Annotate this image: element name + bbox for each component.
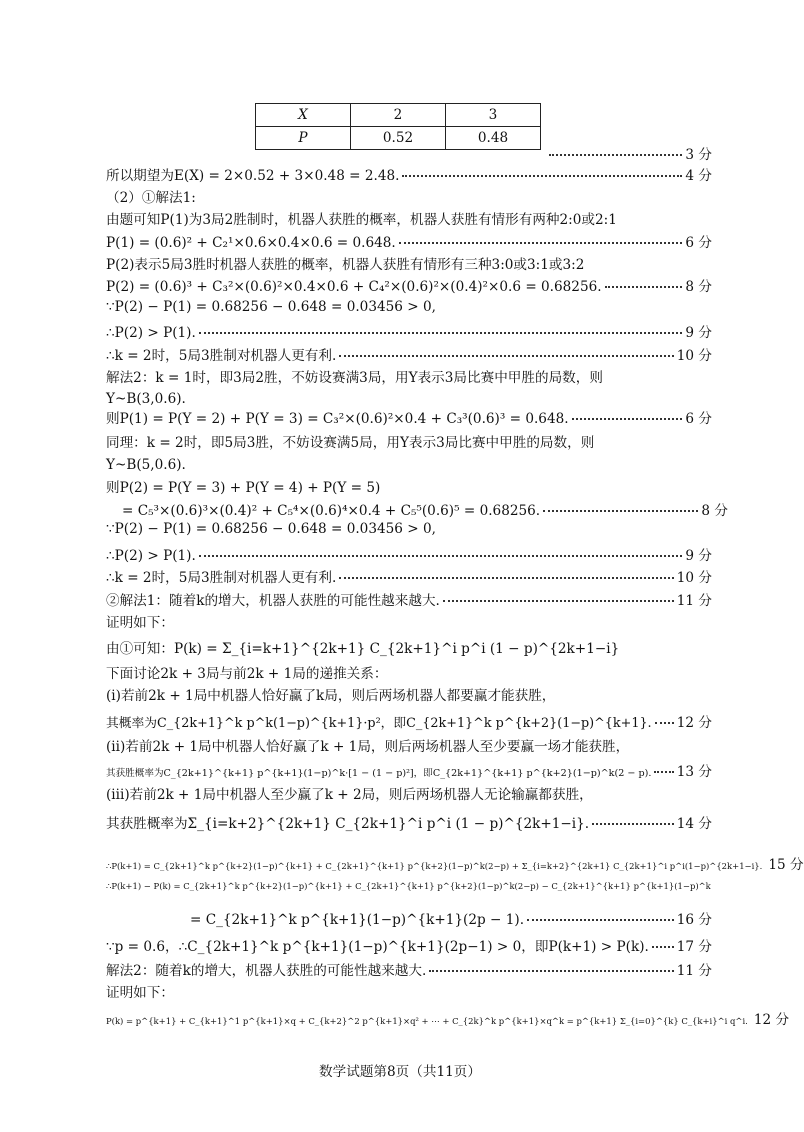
table-row [256, 104, 541, 127]
line-text: = C_{2k+1}^k p^{k+1}(1−p)^{k+1}(2p − 1). [190, 912, 525, 928]
leader-dots [543, 510, 698, 512]
score-mark: 13 分 [676, 764, 712, 780]
solution-line [106, 431, 712, 451]
line-text: 下面讨论2k + 3局与前2k + 1局的递推关系： [106, 666, 388, 682]
line-text: ∴k = 2时，5局3胜制对机器人更有利. [106, 348, 337, 364]
line-text: ∵p = 0.6，∴C_{2k+1}^k p^{k+1}(1−p)^{k+1}(2p−1) > 0，即P(k+1) > P(k). [106, 939, 649, 955]
line-text: P(2) = (0.6)³ + C₃²×(0.6)²×0.4×0.6 + C₄²×(0.6)²×(0.4)²×0.6 = 0.68256. [106, 279, 602, 295]
score-mark: 14 分 [676, 816, 712, 832]
line-text: ∵P(2) − P(1) = 0.68256 − 0.648 = 0.03456 > 0, [106, 299, 436, 315]
leader-dots [549, 154, 682, 156]
table-cell: 0.48 [446, 127, 541, 150]
solution-line [106, 457, 712, 473]
solution-line [122, 499, 728, 519]
leader-dots [429, 970, 674, 972]
line-text: Y~B(3,0.6). [106, 391, 186, 407]
solution-line [106, 637, 712, 657]
solution-line [106, 143, 712, 163]
leader-dots [443, 600, 674, 602]
solution-line [106, 711, 712, 731]
solution-line [106, 544, 712, 564]
line-text: (iii)若前2k + 1局中机器人至少赢了k + 2局，则后两场机器人无论输赢都获胜， [106, 787, 593, 803]
page-footer: 数学试题第8页（共11页） [319, 1064, 481, 1080]
score-mark: 6 分 [685, 235, 712, 251]
score-mark: 11 分 [676, 963, 712, 979]
score-mark: 6 分 [685, 411, 712, 427]
solution-line [106, 783, 712, 803]
solution-line [190, 908, 712, 928]
score-mark: 8 分 [701, 503, 728, 519]
line-text: 其概率为C_{2k+1}^k p^k(1−p)^{k+1}·p²，即C_{2k+1}^k p^{k+2}(1−p)^{k+1}. [106, 716, 652, 731]
score-mark: 15 分 [768, 857, 804, 873]
solution-line [106, 684, 712, 704]
score-mark: 8 分 [685, 279, 712, 295]
line-text: 解法2：k = 1时，即3局2胜，不妨设赛满3局，用Y表示3局比赛中甲胜的局数，则 [106, 370, 603, 386]
solution-line [106, 611, 712, 631]
score-mark: 4 分 [685, 168, 712, 184]
score-mark: 10 分 [676, 348, 712, 364]
line-text: ∴k = 2时，5局3胜制对机器人更有利. [106, 570, 337, 586]
line-text: 由①可知：P(k) = Σ_{i=k+1}^{2k+1} C_{2k+1}^i p^i (1 − p)^{2k+1−i} [106, 641, 620, 657]
solution-line [106, 164, 712, 184]
solution-line [106, 760, 712, 780]
line-text: ∴P(2) > P(1). [106, 548, 196, 564]
line-text: ∴P(k+1) = C_{2k+1}^k p^{k+2}(1−p)^{k+1} + C_{2k+1}^{k+1} p^{k+2}(1−p)^k(2−p) + Σ_{i=k+2}^{2k+1} C_{2k+1}^i p^i(1−p)^{2k+1−i}. [106, 861, 763, 871]
solution-line [106, 981, 712, 1001]
solution-line [106, 299, 712, 315]
score-mark: 9 分 [685, 548, 712, 564]
line-text: = C₅³×(0.6)³×(0.4)² + C₅⁴×(0.6)⁴×0.4 + C₅⁵(0.6)⁵ = 0.68256. [122, 503, 541, 519]
line-text: 证明如下： [106, 615, 174, 631]
leader-dots [199, 332, 683, 334]
line-text: 由题可知P(1)为3局2胜制时，机器人获胜的概率，机器人获胜有情形有两种2:0或2:1 [106, 212, 617, 228]
leader-dots [655, 722, 674, 724]
line-text: 其获胜概率为C_{2k+1}^{k+1} p^{k+1}(1−p)^k·[1 − (1 − p)²]，即C_{2k+1}^{k+1} p^{k+2}(1−p)^k(2 − p). [106, 768, 652, 779]
line-text: 证明如下： [106, 985, 174, 1001]
line-text: 同理：k = 2时，即5局3胜，不妨设赛满5局，用Y表示3局比赛中甲胜的局数，则 [106, 435, 595, 451]
leader-dots [572, 418, 683, 420]
score-mark: 16 分 [676, 912, 712, 928]
solution-line [106, 662, 712, 682]
leader-dots [402, 175, 682, 177]
solution-line [106, 208, 712, 228]
leader-dots [527, 919, 674, 921]
solution-line [106, 253, 712, 273]
solution-line [106, 344, 712, 364]
score-mark: 11 分 [676, 593, 712, 609]
line-text: (i)若前2k + 1局中机器人恰好赢了k局，则后两场机器人都要赢才能获胜， [106, 688, 556, 704]
solution-line [106, 959, 712, 979]
solution-line [106, 935, 712, 955]
leader-dots [605, 286, 683, 288]
solution-line [106, 275, 712, 295]
score-mark: 9 分 [685, 325, 712, 341]
solution-line [106, 853, 804, 873]
leader-dots [592, 823, 674, 825]
solution-line [106, 186, 712, 206]
table-cell: 2 [351, 104, 446, 127]
solution-line [106, 366, 712, 386]
solution-line [106, 881, 712, 891]
score-mark: 3 分 [685, 147, 712, 163]
solution-line [106, 589, 712, 609]
score-mark: 12 分 [676, 715, 712, 731]
line-text: 则P(1) = P(Y = 2) + P(Y = 3) = C₃²×(0.6)²×0.4 + C₃³(0.6)³ = 0.648. [106, 411, 569, 427]
line-text: Y~B(5,0.6). [106, 457, 186, 473]
line-text: 其获胜概率为Σ_{i=k+2}^{2k+1} C_{2k+1}^i p^i (1 − p)^{2k+1−i}. [106, 816, 590, 832]
table-cell: 3 [446, 104, 541, 127]
line-text: ②解法1：随着k的增大，机器人获胜的可能性越来越大. [106, 593, 440, 609]
table-cell: 0.52 [351, 127, 446, 150]
solution-line [106, 1008, 790, 1028]
leader-dots [339, 355, 673, 357]
score-mark: 17 分 [676, 939, 712, 955]
line-text: (ii)若前2k + 1局中机器人恰好赢了k + 1局，则后两场机器人至少要赢一场才能获胜， [106, 739, 630, 755]
line-text: （2）①解法1: [106, 190, 196, 206]
leader-dots [399, 242, 683, 244]
line-text: 解法2：随着k的增大，机器人获胜的可能性越来越大. [106, 963, 427, 979]
line-text: 则P(2) = P(Y = 3) + P(Y = 4) + P(Y = 5) [106, 480, 381, 496]
line-text: ∴P(2) > P(1). [106, 325, 196, 341]
solution-line [106, 407, 712, 427]
line-text: P(2)表示5局3胜时机器人获胜的概率，机器人获胜有情形有三种3:0或3:1或3:2 [106, 257, 585, 273]
line-text: ∵P(2) − P(1) = 0.68256 − 0.648 = 0.03456 > 0, [106, 521, 436, 537]
solution-line [106, 735, 712, 755]
solution-line [106, 231, 712, 251]
table-cell: X [256, 104, 351, 127]
solution-line [106, 521, 712, 537]
leader-dots [654, 771, 673, 773]
leader-dots [199, 555, 683, 557]
line-text: P(1) = (0.6)² + C₂¹×0.6×0.4×0.6 = 0.648. [106, 235, 396, 251]
solution-line [106, 476, 712, 496]
score-mark: 12 分 [753, 1012, 790, 1028]
solution-line [106, 566, 712, 586]
solution-line [106, 321, 712, 341]
line-text: 所以期望为E(X) = 2×0.52 + 3×0.48 = 2.48. [106, 168, 400, 184]
leader-dots [339, 577, 673, 579]
solution-line [106, 812, 712, 832]
line-text: ∴P(k+1) − P(k) = C_{2k+1}^k p^{k+2}(1−p)^{k+1} + C_{2k+1}^{k+1} p^{k+2}(1−p)^k(2−p) − C_{2k+1}^{k+1} p^{k+1}(1−p)^k [106, 881, 711, 891]
solution-line [106, 391, 712, 407]
score-mark: 10 分 [676, 570, 712, 586]
leader-dots [652, 946, 674, 948]
line-text: P(k) = p^{k+1} + C_{k+1}^1 p^{k+1}×q + C_{k+2}^2 p^{k+1}×q² + ⋯ + C_{2k}^k p^{k+1}×q^k = p^{k+1} Σ_{i=0}^{k} C_{k+i}^i q^i. [106, 1016, 748, 1026]
table-cell: P [256, 127, 351, 150]
